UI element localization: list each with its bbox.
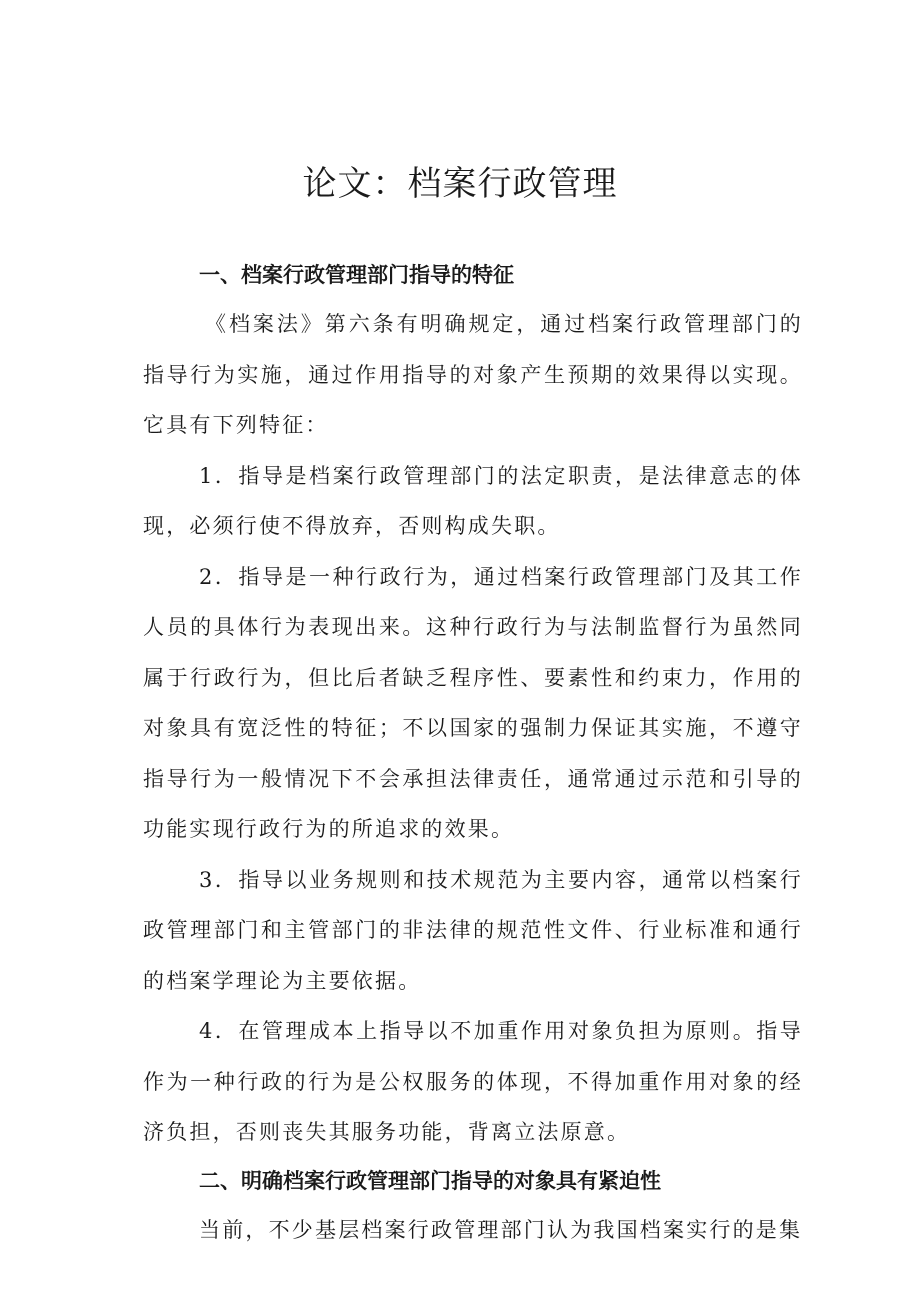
paragraph-feature-3: 3．指导以业务规则和技术规范为主要内容，通常以档案行政管理部门和主管部门的非法律的规范性文件、行业标准和通行的档案学理论为主要依据。: [143, 867, 803, 993]
paragraph-section-2: 当前，不少基层档案行政管理部门认为我国档案实行的是集: [199, 1217, 803, 1242]
document-body: [143, 252, 803, 1255]
paragraph-feature-4: 4．在管理成本上指导以不加重作用对象负担为原则。指导作为一种行政的行为是公权服务的体现，不得加重作用对象的经济负担，否则丧失其服务功能，背离立法原意。: [143, 1019, 803, 1144]
section-heading-2: 二、明确档案行政管理部门指导的对象具有紧迫性: [199, 1168, 661, 1193]
paragraph-feature-1: 1．指导是档案行政管理部门的法定职责，是法律意志的体现，必须行使不得放弃，否则构成失职。: [143, 463, 803, 538]
page-title: 论文：档案行政管理: [302, 164, 618, 204]
paragraph-feature-2: 2．指导是一种行政行为，通过档案行政管理部门及其工作人员的具体行为表现出来。这种行政行为与法制监督行为虽然同属于行政行为，但比后者缺乏程序性、要素性和约束力，作用的对象具有宽泛性的特征；不以国家的强制力保证其实施，不遵守指导行为一般情况下不会承担法律责任，通常通过示范和引导的功能实现行政行为的所追求的效果。: [143, 564, 803, 841]
paragraph-intro: 《档案法》第六条有明确规定，通过档案行政管理部门的指导行为实施，通过作用指导的对象产生预期的效果得以实现。它具有下列特征：: [143, 312, 803, 437]
section-heading-1: 一、档案行政管理部门指导的特征: [199, 263, 514, 287]
